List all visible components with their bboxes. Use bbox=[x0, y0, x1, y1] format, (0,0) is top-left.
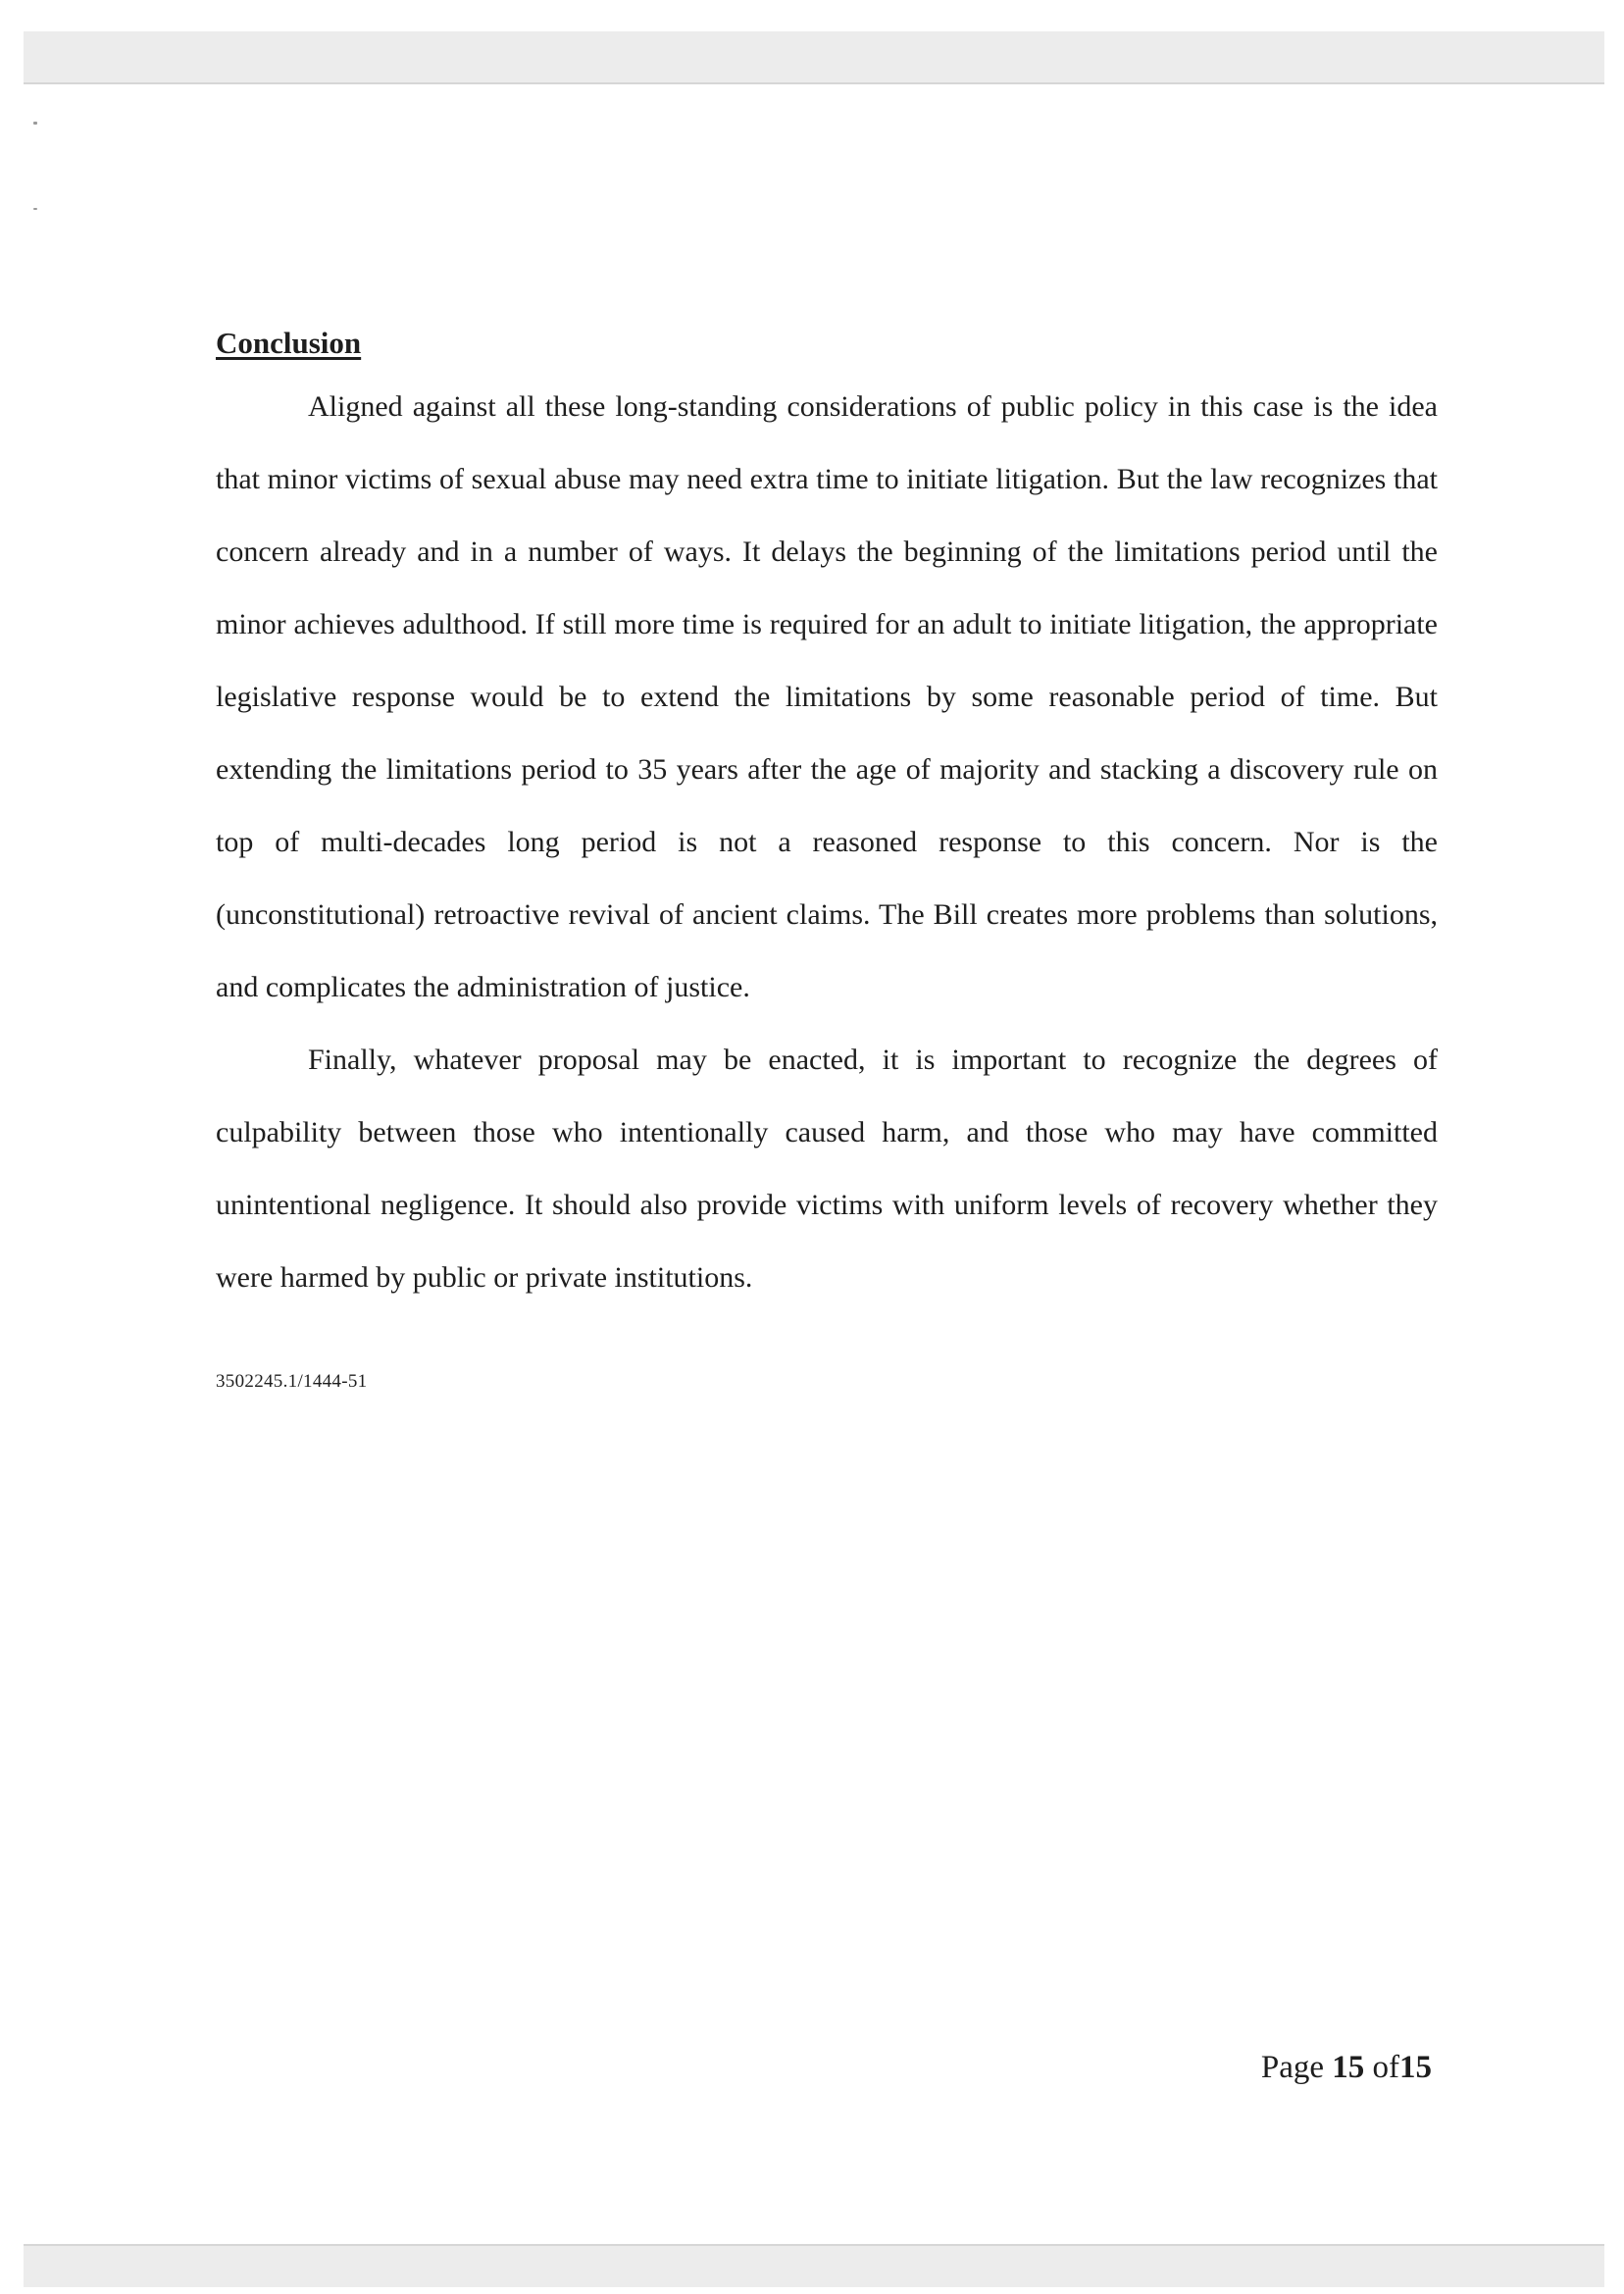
page-number bbox=[1261, 2050, 1432, 2086]
document-body bbox=[216, 324, 1438, 1393]
scan-speck bbox=[33, 122, 37, 125]
page-label: Page bbox=[1260, 2050, 1324, 2085]
scan-top-band bbox=[24, 31, 1604, 84]
paragraph-1: Aligned against all these long-standing considerations of public policy in this case is the idea that minor victims of sexual abuse may need extra time to initiate litigation. But the law recognizes that concern already and in a number of ways. It delays the beginning of the limitations period until the minor achieves adulthood. If still more time is required for an adult to initiate litigation, the appropriate legislative response would be to extend the limitations by some reasonable period of time. But extending the limitations period to 35 years after the age of majority and stacking a discovery rule on top of multi-decades long period is not a reasoned response to this concern. Nor is the (unconstitutional) retroactive revival of ancient claims. The Bill creates more problems than solutions, and complicates the administration of justice. bbox=[216, 390, 1438, 1003]
page-total: 15 bbox=[1399, 2050, 1432, 2085]
scan-speck bbox=[33, 208, 37, 210]
page-current: 15 bbox=[1332, 2050, 1365, 2085]
scan-bottom-band bbox=[24, 2244, 1604, 2287]
page-of: of bbox=[1372, 2050, 1399, 2085]
document-id: 3502245.1/1444-51 bbox=[216, 1371, 368, 1392]
paragraph-2: Finally, whatever proposal may be enacted, it is important to recognize the degrees of culpability between those who intentionally caused harm, and those who may have committed unintentional negligence. It should also provide victims with uniform levels of recovery whether they were harmed by public or private institutions. bbox=[216, 1044, 1438, 1294]
section-heading: Conclusion bbox=[216, 326, 362, 360]
